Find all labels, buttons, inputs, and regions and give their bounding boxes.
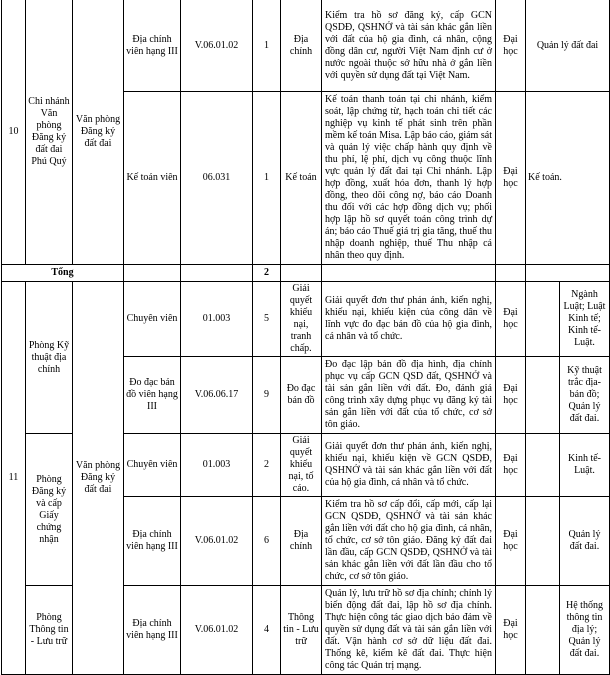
education-cell: Đại học [496, 357, 526, 434]
unit-cell: Chi nhánh Văn phòng Đăng ký đất đai Phú Quý [26, 0, 73, 265]
dept-cell: Văn phòng Đăng ký đất đai [73, 0, 124, 265]
description-cell: Kiểm tra hồ sơ đăng ký, cấp GCN QSDĐ, QSHNỞ và tài sản khác gắn liền với đất của hộ gia đình, cá nhân, cộng đồng dân cư, người Việt Nam định cư ở nước ngoài thuộc sở hữu nhà ở gắn liền với quyền sử dụng đất tại Việt Nam. [322, 0, 496, 92]
position-cell: Địa chính viên hạng III [124, 586, 181, 675]
position-cell: Chuyên viên [124, 434, 181, 497]
quantity-cell: 5 [253, 282, 281, 357]
description-cell: Giải quyết đơn thư phản ánh, kiến nghị, khiếu nại, khiếu kiện của công dân về lĩnh vực đo đạc bản đồ của hộ gia đình, cá nhân và tổ chức. [322, 282, 496, 357]
education-cell: Đại học [496, 586, 526, 675]
code-cell: V.06.01.02 [181, 497, 253, 586]
field-cell: Giải quyết khiếu nại, tố cáo. [281, 434, 322, 497]
code-cell: 06.031 [181, 92, 253, 265]
total-quantity: 2 [253, 265, 281, 282]
stt-cell: 10 [2, 0, 26, 265]
total-row [2, 265, 610, 282]
unit-cell: Phòng Thông tin - Lưu trữ [26, 586, 73, 675]
major-cell: Ngành Luật; Luật Kinh tế; Kinh tế-Luật. [560, 282, 610, 357]
code-cell: 01.003 [181, 434, 253, 497]
table-row [2, 0, 610, 92]
field-cell: Giải quyết khiếu nại, tranh chấp. [281, 282, 322, 357]
quantity-cell: 9 [253, 357, 281, 434]
position-cell: Đo đạc bản đồ viên hạng III [124, 357, 181, 434]
education-cell: Đại học [496, 497, 526, 586]
major-cell: Quản lý đất đai [526, 0, 610, 92]
position-cell: Địa chính viên hạng III [124, 0, 181, 92]
recruitment-table [1, 0, 610, 675]
education-cell: Đại học [496, 282, 526, 357]
description-cell: Giải quyết đơn thư phản ánh, kiến nghị, khiếu nại, khiếu kiện về GCN QSDĐ, QSHNỞ và tài sản khác gắn liền với đất của hộ gia đình, cá nhân và tổ chức. [322, 434, 496, 497]
major-cell: Kinh tế-Luật. [560, 434, 610, 497]
major-cell: Quản lý đất đai. [560, 497, 610, 586]
unit-cell: Phòng Đăng ký và cấp Giấy chứng nhận [26, 434, 73, 586]
position-cell: Chuyên viên [124, 282, 181, 357]
dept-cell: Văn phòng Đăng ký đất đai [73, 282, 124, 675]
code-cell: V.06.06.17 [181, 357, 253, 434]
total-label: Tổng [2, 265, 124, 282]
field-cell: Kế toán [281, 92, 322, 265]
field-cell: Địa chính [281, 0, 322, 92]
quantity-cell: 1 [253, 92, 281, 265]
quantity-cell: 4 [253, 586, 281, 675]
quantity-cell: 1 [253, 0, 281, 92]
field-cell: Thông tin - Lưu trữ [281, 586, 322, 675]
major-cell: Kế toán. [526, 92, 610, 265]
code-cell: V.06.01.02 [181, 0, 253, 92]
description-cell: Kế toán thanh toán tại chi nhánh, kiểm soát, lập chứng từ, hạch toán chi tiết các nghiệp vụ kinh tế phát sinh trên phần mềm kế toán Misa. Lập báo cáo, giám sát và quản lý việc chấp hành quy định về thu phí, lệ phí, dịch vụ công thuộc lĩnh vực quản lý đất đai tại Chi nhánh. Lập hợp đồng, xuất hóa đơn, thanh lý hợp đồng, theo dõi công nợ, báo cáo Doanh thu đối với các hợp đồng dịch vụ; phối hợp lập hồ sơ quyết toán công trình dự án; báo cáo Thuế giá trị gia tăng, thuế thu nhập doanh nghiệp, thuế Thu nhập cá nhân theo quy định. [322, 92, 496, 265]
code-cell: 01.003 [181, 282, 253, 357]
description-cell: Quản lý, lưu trữ hồ sơ địa chính; chỉnh lý biến động đất đai, lập hồ sơ địa chính. Thực hiện công tác giao dịch bảo đảm về quyền sử dụng đất và tài sản gắn liền với đất. Vận hành cơ sở dữ liệu đất đai. Thống kê, kiểm kê đất đai. Thực hiện công tác Quản trị mạng. [322, 586, 496, 675]
position-cell: Địa chính viên hạng III [124, 497, 181, 586]
unit-cell: Phòng Kỹ thuật địa chính [26, 282, 73, 434]
description-cell: Đo đạc lập bản đồ địa hình, địa chính phục vụ cấp GCN QSD đất, QSHNỞ và tài sản gắn liền với đất. Đo, đánh giá công trình xây dựng phục vụ đăng ký tài sản gắn liền với đất của tổ chức, cơ sở tôn giáo. [322, 357, 496, 434]
quantity-cell: 6 [253, 497, 281, 586]
field-cell: Đo đạc bản đồ [281, 357, 322, 434]
education-cell: Đại học [496, 434, 526, 497]
field-cell: Địa chính [281, 497, 322, 586]
major-cell: Kỹ thuật trắc địa-bản đồ; Quản lý đất đai. [560, 357, 610, 434]
table-row [2, 282, 610, 357]
education-cell: Đại học [496, 0, 526, 92]
position-cell: Kế toán viên [124, 92, 181, 265]
code-cell: V.06.01.02 [181, 586, 253, 675]
major-cell: Hệ thống thông tin địa lý; Quản lý đất đai. [560, 586, 610, 675]
description-cell: Kiểm tra hồ sơ cấp đổi, cấp mới, cấp lại GCN QSDĐ, QSHNỞ và tài sản khác gắn liền với đất cho hộ gia đình, cá nhân, tổ chức, cơ sở tôn giáo. Đăng ký đất đai lần đầu, cấp GCN QSDĐ, QSHNỞ và tài sản khác gắn liền với đất lần đầu cho tổ chức, cơ sở tôn giáo. [322, 497, 496, 586]
stt-cell: 11 [2, 282, 26, 675]
education-cell: Đại học [496, 92, 526, 265]
quantity-cell: 2 [253, 434, 281, 497]
